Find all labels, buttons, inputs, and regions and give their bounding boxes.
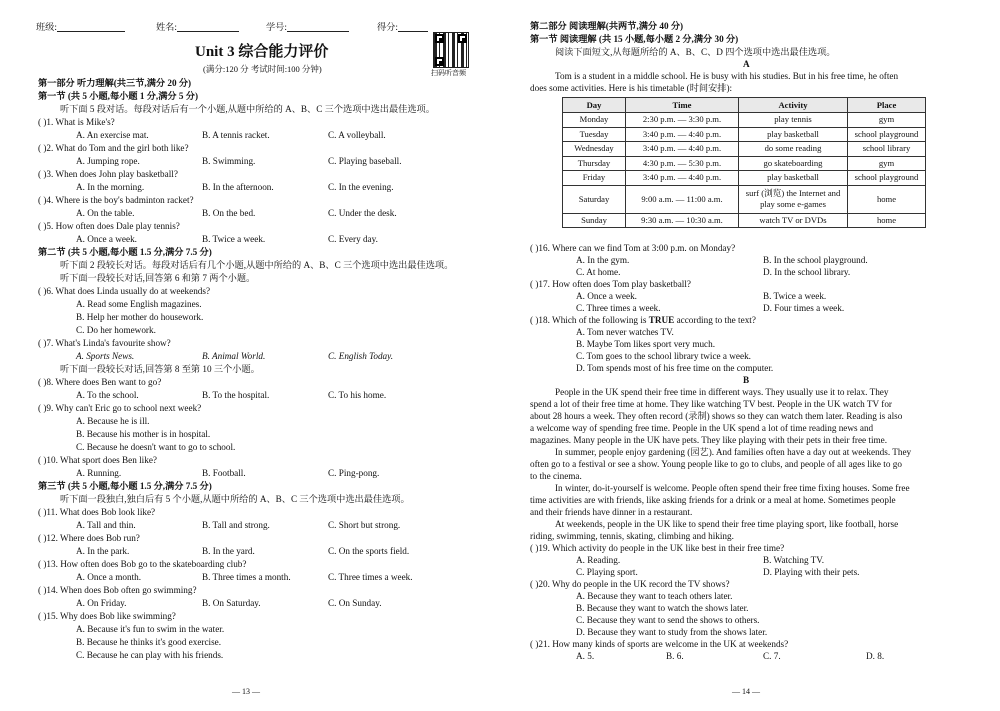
cell-place: school playground	[848, 171, 926, 186]
cell-time: 2:30 p.m. — 3:30 p.m.	[626, 113, 739, 128]
reading-sec1-heading: 第一节 阅读理解 (共 15 小题,每小题 2 分,满分 30 分)	[530, 34, 739, 44]
passage-b-line: about 28 hours a week. They often record (录制) shows so they can watch them later. Reading is also	[530, 411, 903, 421]
option-b[interactable]: B. On Saturday.	[202, 598, 261, 608]
option-c[interactable]: C. In the evening.	[328, 182, 394, 192]
option-b[interactable]: B. Help her mother do housework.	[76, 312, 204, 322]
question-stem: ( )4. Where is the boy's badminton racket?	[38, 195, 194, 205]
passage-b-line: spend a lot of their free time at home. They like watching TV best. People in the UK watch TV for	[530, 399, 892, 409]
option-c[interactable]: C. English Today.	[328, 351, 394, 361]
option-d[interactable]: D. In the school library.	[763, 267, 851, 277]
cell-time: 3:40 p.m. — 4:40 p.m.	[626, 127, 739, 142]
option-a[interactable]: A. Because it's fun to swim in the water.	[76, 624, 225, 634]
cell-time: 9:30 a.m. — 10:30 a.m.	[626, 213, 739, 228]
sec2-instruction-3: 听下面一段较长对话,回答第 8 至第 10 三个小题。	[60, 364, 260, 374]
sec2-instruction: 听下面 2 段较长对话。每段对话后有几个小题,从题中所给的 A、B、C 三个选项中选出最佳选项。	[60, 260, 454, 270]
question-stem: ( )13. How often does Bob go to the skateboarding club?	[38, 559, 247, 569]
option-c[interactable]: C. Playing baseball.	[328, 156, 402, 166]
question-stem: ( )2. What do Tom and the girl both like?	[38, 143, 189, 153]
class-label: 班级:	[36, 21, 57, 32]
stem-emphasis: TRUE	[648, 315, 675, 325]
option-a[interactable]: A. In the morning.	[76, 182, 145, 192]
option-d[interactable]: D. Four times a week.	[763, 303, 845, 313]
question-stem: ( )6. What does Linda usually do at weekends?	[38, 286, 211, 296]
question-stem: ( )10. What sport does Ben like?	[38, 455, 157, 465]
cell-day: Sunday	[563, 213, 626, 228]
option-b[interactable]: B. Football.	[202, 468, 246, 478]
option-b[interactable]: B. A tennis racket.	[202, 130, 270, 140]
timetable-header-row	[563, 98, 926, 113]
part2-heading: 第二部分 阅读理解(共两节,满分 40 分)	[530, 21, 684, 31]
qr-caption: 扫码听音频	[431, 69, 466, 77]
question-stem: ( )20. Why do people in the UK record the TV shows?	[530, 579, 730, 589]
question-stem: ( )3. When does John play basketball?	[38, 169, 178, 179]
header-place: Place	[848, 98, 926, 113]
passage-b-line: In summer, people enjoy gardening (园艺). And families often have a day out at weekends. They	[555, 447, 912, 457]
cell-day: Wednesday	[563, 142, 626, 157]
cell-activity: watch TV or DVDs	[739, 213, 848, 228]
cell-activity: play basketball	[739, 127, 848, 142]
option-c[interactable]: C. Three times a week.	[576, 303, 661, 313]
option-b[interactable]: B. Animal World.	[202, 351, 266, 361]
question-stem: ( )14. When does Bob often go swimming?	[38, 585, 197, 595]
option-a[interactable]: A. Tall and thin.	[76, 520, 136, 530]
question-stem: ( )17. How often does Tom play basketball?	[530, 279, 691, 289]
question-stem	[530, 316, 756, 325]
option-c[interactable]: C. On Sunday.	[328, 598, 382, 608]
option-a[interactable]: A. Once a week.	[76, 234, 137, 244]
passage-b-line: In winter, do-it-yourself is welcome. People often spend their free time fixing houses. Some free	[555, 483, 910, 493]
passage-b-label: B	[743, 375, 750, 385]
table-row	[563, 171, 926, 186]
option-b[interactable]: B. Because they want to watch the shows later.	[576, 603, 749, 613]
table-row	[563, 213, 926, 228]
cell-activity: play basketball	[739, 171, 848, 186]
page-number: — 14 —	[732, 687, 760, 696]
sec1-heading: 第一节 (共 5 小题,每小题 1 分,满分 5 分)	[38, 91, 199, 101]
id-label: 学号:	[266, 21, 287, 32]
option-a[interactable]: A. Reading.	[576, 555, 621, 565]
question-stem: ( )15. Why does Bob like swimming?	[38, 611, 176, 621]
passage-b-line: magazines. Many people in the UK have pets. They like playing with their pets in their free time.	[530, 435, 888, 445]
option-b[interactable]: B. 6.	[666, 651, 684, 661]
option-b[interactable]: B. Maybe Tom likes sport very much.	[576, 339, 716, 349]
option-c[interactable]: C. Because he doesn't want to go to school.	[76, 442, 236, 452]
option-c[interactable]: C. Ping-pong.	[328, 468, 380, 478]
passage-b-line: time activities are with friends, like asking friends for a drink or a meal at home. Sometimes people	[530, 495, 896, 505]
stem-text: ( )18. Which of the following is	[530, 315, 649, 325]
option-b[interactable]: B. In the yard.	[202, 546, 255, 556]
option-c[interactable]: C. Do her homework.	[76, 325, 156, 335]
question-stem: ( )1. What is Mike's?	[38, 117, 115, 127]
header-id-field[interactable]	[266, 22, 349, 32]
cell-day: Friday	[563, 171, 626, 186]
cell-time: 3:40 p.m. — 4:40 p.m.	[626, 171, 739, 186]
question-stem: ( )7. What's Linda's favourite show?	[38, 338, 171, 348]
option-d[interactable]: D. Tom spends most of his free time on the computer.	[576, 363, 774, 373]
timetable	[562, 97, 926, 228]
table-row	[563, 127, 926, 142]
question-stem: ( )11. What does Bob look like?	[38, 507, 156, 517]
option-a[interactable]: A. Because he is ill.	[76, 416, 150, 426]
option-a[interactable]: A. Sports News.	[76, 351, 135, 361]
passage-a-line: Tom is a student in a middle school. He is busy with his studies. But in his free time, he often	[555, 71, 899, 81]
cell-activity: do some reading	[739, 142, 848, 157]
cell-time: 9:00 a.m. — 11:00 a.m.	[626, 185, 739, 213]
passage-b-line: People in the UK spend their free time in different ways. They usually use it to relax. They	[555, 387, 889, 397]
option-a[interactable]: A. In the gym.	[576, 255, 630, 265]
option-a[interactable]: A. Read some English magazines.	[76, 299, 202, 309]
option-a[interactable]: A. On Friday.	[76, 598, 127, 608]
cell-day: Tuesday	[563, 127, 626, 142]
passage-b-line: to the cinema.	[530, 471, 582, 481]
question-stem: ( )21. How many kinds of sports are welcome in the UK at weekends?	[530, 639, 789, 649]
passage-b-line: a welcome way of spending free time. People in the UK spend a lot of time reading news and	[530, 423, 874, 433]
option-b[interactable]: B. Twice a week.	[763, 291, 827, 301]
question-stem: ( )8. Where does Ben want to go?	[38, 377, 162, 387]
header-day: Day	[563, 98, 626, 113]
option-b[interactable]: B. Three times a month.	[202, 572, 291, 582]
header-score-field[interactable]	[377, 22, 428, 32]
option-c[interactable]: C. A volleyball.	[328, 130, 386, 140]
option-c[interactable]: C. 7.	[763, 651, 781, 661]
header-activity: Activity	[739, 98, 848, 113]
passage-b-line: and their friends have dinner in a restaurant.	[530, 507, 693, 517]
page-title: Unit 3 综合能力评价	[195, 44, 329, 60]
option-a[interactable]: A. Jumping rope.	[76, 156, 140, 166]
cell-place: school playground	[848, 127, 926, 142]
option-c[interactable]: C. Because he can play with his friends.	[76, 650, 224, 660]
option-b[interactable]: B. In the school playground.	[763, 255, 868, 265]
name-label: 姓名:	[156, 21, 177, 32]
option-c[interactable]: C. Every day.	[328, 234, 378, 244]
option-c[interactable]: C. At home.	[576, 267, 621, 277]
option-b[interactable]: B. Watching TV.	[763, 555, 825, 565]
option-c[interactable]: C. To his home.	[328, 390, 387, 400]
sec1-instruction: 听下面 5 段对话。每段对话后有一个小题,从题中所给的 A、B、C 三个选项中选出最佳选项。	[60, 104, 435, 114]
sec3-instruction: 听下面一段独白,独白后有 5 个小题,从题中所给的 A、B、C 三个选项中选出最佳选项。	[60, 494, 410, 504]
option-d[interactable]: D. Playing with their pets.	[763, 567, 860, 577]
passage-a-line: does some activities. Here is his timetable (时间安排):	[530, 83, 733, 93]
reading-instruction: 阅读下面短文,从每题所给的 A、B、C、D 四个选项中选出最佳选项。	[555, 47, 836, 57]
cell-time: 4:30 p.m. — 5:30 p.m.	[626, 156, 739, 171]
table-row	[563, 142, 926, 157]
option-a[interactable]: A. An exercise mat.	[76, 130, 149, 140]
option-c[interactable]: C. Playing sport.	[576, 567, 638, 577]
option-c[interactable]: C. Because they want to send the shows to others.	[576, 615, 760, 625]
option-c[interactable]: C. On the sports field.	[328, 546, 410, 556]
cell-activity: go skateboarding	[739, 156, 848, 171]
option-a[interactable]: A. 5.	[576, 651, 595, 661]
cell-place: home	[848, 185, 926, 213]
option-b[interactable]: B. On the bed.	[202, 208, 256, 218]
question-stem: ( )5. How often does Dale play tennis?	[38, 221, 180, 231]
question-stem: ( )9. Why can't Eric go to school next week?	[38, 403, 202, 413]
option-c[interactable]: C. Short but strong.	[328, 520, 401, 530]
table-row	[563, 185, 926, 213]
option-a[interactable]: A. Tom never watches TV.	[576, 327, 674, 337]
stem-text: according to the text?	[674, 315, 756, 325]
cell-time: 3:40 p.m. — 4:40 p.m.	[626, 142, 739, 157]
option-b[interactable]: B. Because he thinks it's good exercise.	[76, 637, 222, 647]
cell-day: Thursday	[563, 156, 626, 171]
option-a[interactable]: A. Because they want to teach others later.	[576, 591, 733, 601]
cell-place: gym	[848, 156, 926, 171]
table-row	[563, 156, 926, 171]
option-d[interactable]: D. 8.	[866, 651, 885, 661]
passage-b-line: riding, swimming, tennis, skating, climbing and hiking.	[530, 531, 734, 541]
question-stem: ( )16. Where can we find Tom at 3:00 p.m. on Monday?	[530, 243, 736, 253]
sec3-heading: 第三节 (共 5 小题,每小题 1.5 分,满分 7.5 分)	[38, 481, 212, 491]
option-c[interactable]: C. Under the desk.	[328, 208, 397, 218]
option-a[interactable]: A. Once a week.	[576, 291, 637, 301]
sec2-instruction-2: 听下面一段较长对话,回答第 6 和第 7 两个小题。	[60, 273, 256, 283]
cell-day: Monday	[563, 113, 626, 128]
cell-activity: play tennis	[739, 113, 848, 128]
option-b[interactable]: B. Swimming.	[202, 156, 256, 166]
cell-place: home	[848, 213, 926, 228]
option-a[interactable]: A. Once a month.	[76, 572, 142, 582]
part1-heading: 第一部分 听力理解(共三节,满分 20 分)	[38, 78, 192, 88]
question-stem: ( )19. Which activity do people in the UK like best in their free time?	[530, 543, 785, 553]
passage-b-line: often go to a festival or see a show. Young people like to go to clubs, and people of all ages like to go	[530, 459, 902, 469]
page-subtitle: (满分:120 分 考试时间:100 分钟)	[203, 64, 322, 74]
cell-activity: surf (浏览) the Internet and play some e-games	[739, 185, 848, 213]
header-class-field[interactable]	[36, 22, 125, 32]
option-c[interactable]: C. Three times a week.	[328, 572, 413, 582]
cell-place: gym	[848, 113, 926, 128]
option-b[interactable]: B. Twice a week.	[202, 234, 266, 244]
option-b[interactable]: B. Because his mother is in hospital.	[76, 429, 211, 439]
option-b[interactable]: B. To the hospital.	[202, 390, 270, 400]
option-d[interactable]: D. Because they want to study from the shows later.	[576, 627, 768, 637]
cell-place: school library	[848, 142, 926, 157]
page-number: — 13 —	[232, 687, 260, 696]
sec2-heading: 第二节 (共 5 小题,每小题 1.5 分,满分 7.5 分)	[38, 247, 212, 257]
header-name-field[interactable]	[156, 22, 239, 32]
option-b[interactable]: B. In the afternoon.	[202, 182, 274, 192]
right-page	[500, 0, 1000, 711]
option-c[interactable]: C. Tom goes to the school library twice a week.	[576, 351, 751, 361]
score-label: 得分:	[377, 21, 398, 32]
option-b[interactable]: B. Tall and strong.	[202, 520, 270, 530]
passage-b-line: At weekends, people in the UK like to spend their free time playing sport, like football, horse	[555, 519, 899, 529]
option-a[interactable]: A. To the school.	[76, 390, 139, 400]
cell-day: Saturday	[563, 185, 626, 213]
option-a[interactable]: A. Running.	[76, 468, 122, 478]
table-row	[563, 113, 926, 128]
question-stem: ( )12. Where does Bob run?	[38, 533, 140, 543]
passage-a-label: A	[743, 59, 750, 69]
option-a[interactable]: A. On the table.	[76, 208, 135, 218]
option-a[interactable]: A. In the park.	[76, 546, 130, 556]
header-time: Time	[626, 98, 739, 113]
qr-code-icon[interactable]	[433, 32, 469, 68]
